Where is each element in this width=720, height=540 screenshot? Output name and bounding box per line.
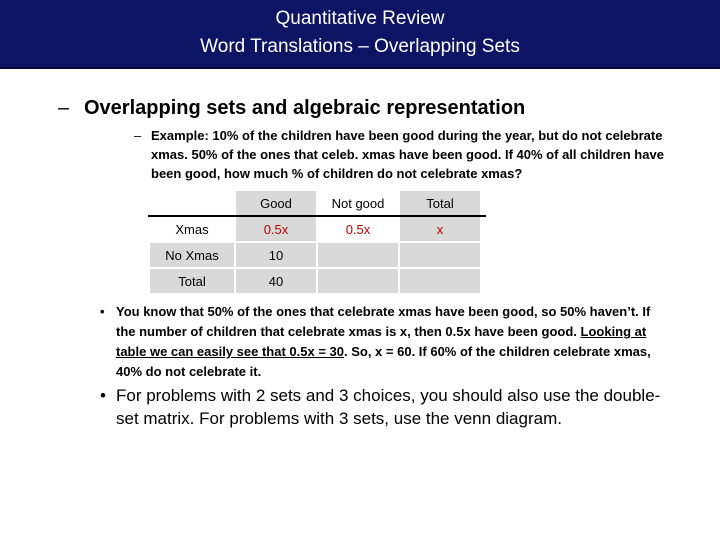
slide-title: Quantitative Review — [275, 8, 445, 29]
underlined-text: Looking at table we can easily see that 0.5x = 30 — [116, 324, 647, 359]
table-header-row — [150, 191, 480, 215]
main-bullet — [58, 95, 525, 121]
bullet-marker: • — [100, 304, 105, 319]
row-label: No Xmas — [150, 243, 234, 267]
table-header-cell — [150, 191, 234, 215]
table-cell — [318, 269, 398, 293]
table-cell: x — [400, 217, 480, 241]
table-cell: 0.5x — [236, 217, 316, 241]
table-cell — [400, 269, 480, 293]
explanation-text-part: . So, x = 60. If 60% of the children celebrate xmas, 40% do not celebrate it. — [116, 344, 651, 379]
table-row — [150, 243, 480, 267]
table-cell — [318, 243, 398, 267]
dash-marker: – — [134, 128, 142, 143]
tip-text: For problems with 2 sets and 3 choices, you should also use the double-set matrix. For problems with 3 sets, use the venn diagram. — [116, 386, 661, 428]
slide-subtitle: Word Translations – Overlapping Sets — [200, 36, 520, 57]
example-text: Example: 10% of the children have been good during the year, but do not celebrate xmas. 50% of the ones that celeb. xmas have been good. If 40% of all children have been good, how much % of children do not celebrate xmas? — [151, 128, 664, 181]
explanation-text-part: You know that 50% of the ones that celebrate xmas have been good, so 50% haven’t. If the number of children that celebrate xmas is x, then 0.5x have been good. — [116, 304, 651, 339]
double-set-matrix — [148, 189, 482, 295]
row-label: Total — [150, 269, 234, 293]
table-header-cell: Not good — [318, 191, 398, 215]
table-divider — [148, 215, 486, 217]
table-header-cell: Total — [400, 191, 480, 215]
table-header-cell: Good — [236, 191, 316, 215]
bullet-marker: • — [100, 386, 106, 405]
table-cell: 0.5x — [318, 217, 398, 241]
explanation-text — [116, 302, 656, 382]
table-row — [150, 217, 480, 241]
table-cell: 10 — [236, 243, 316, 267]
main-bullet-text: Overlapping sets and algebraic representation — [84, 97, 526, 119]
dash-marker: – — [58, 97, 70, 119]
table-cell: 40 — [236, 269, 316, 293]
row-label: Xmas — [150, 217, 234, 241]
table-cell — [400, 243, 480, 267]
slide-header — [0, 0, 720, 69]
table-row — [150, 269, 480, 293]
